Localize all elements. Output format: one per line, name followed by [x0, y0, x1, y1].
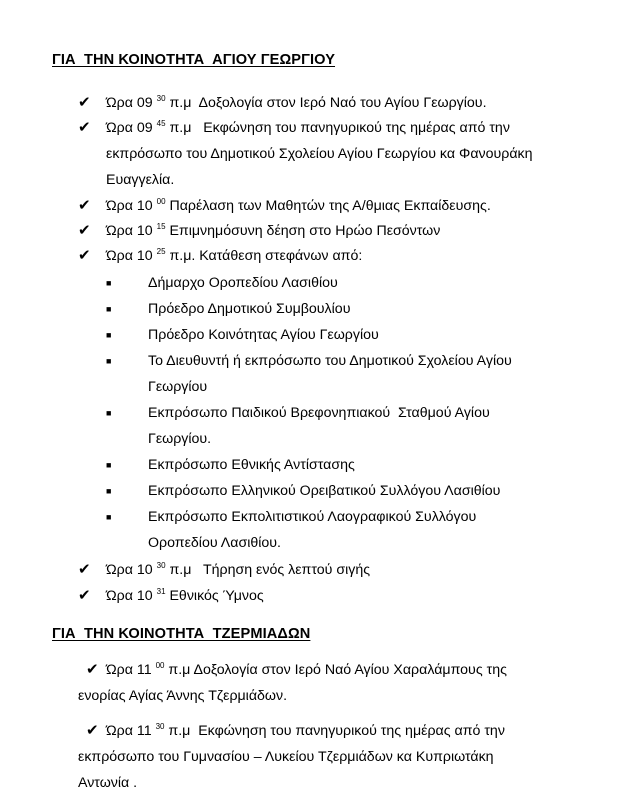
bullet-icon: ■ — [106, 486, 112, 496]
bullet-icon: ■ — [106, 278, 112, 288]
checkmark-icon: ✔ — [78, 587, 91, 604]
bullet-icon: ■ — [106, 356, 112, 366]
checkmark-icon: ✔ — [86, 661, 99, 678]
schedule-item-continuation: ενορίας Αγίας Άννης Τζερμιάδων. — [78, 688, 288, 704]
schedule-item: Ώρα 10 $^{00}$ Παρέλαση των Μαθητών της Α/θμιας Εκπαίδευσης. — [106, 197, 491, 214]
wreath-list-item: Το Διευθυντή ή εκπρόσωπο του Δημοτικού Σχολείου Αγίου — [148, 353, 512, 369]
schedule-item-continuation: Αντωνία . — [78, 775, 138, 791]
bullet-icon: ■ — [106, 330, 112, 340]
schedule-item: Ώρα 10 $^{25}$ π.μ. Κατάθεση στεφάνων από: — [106, 247, 363, 264]
schedule-item: Ώρα 11 $^{30}$ π.μ Εκφώνηση του πανηγυρικού της ημέρας από την — [106, 722, 505, 739]
wreath-list-item: Πρόεδρο Κοινότητας Αγίου Γεωργίου — [148, 327, 379, 343]
schedule-item-continuation: Ευαγγελία. — [106, 172, 175, 188]
checkmark-icon: ✔ — [86, 722, 99, 739]
checkmark-icon: ✔ — [78, 119, 91, 136]
wreath-list-item-continuation: Γεωργίου. — [148, 431, 212, 447]
section-heading-agios-georgios: ΓΙΑ ΤΗΝ ΚΟΙΝΟΤΗΤΑ ΑΓΙΟΥ ΓΕΩΡΓΙΟΥ — [52, 52, 336, 68]
bullet-icon: ■ — [106, 512, 112, 522]
wreath-list-item: Πρόεδρο Δημοτικού Συμβουλίου — [148, 301, 351, 317]
wreath-list-item-continuation: Οροπεδίου Λασιθίου. — [148, 535, 281, 551]
checkmark-icon: ✔ — [78, 561, 91, 578]
wreath-list-item: Εκπρόσωπο Παιδικού Βρεφονηπιακού Σταθμού Αγίου — [148, 405, 490, 421]
wreath-list-item: Εκπρόσωπο Ελληνικού Ορειβατικού Συλλόγου Λασιθίου — [148, 483, 501, 499]
checkmark-icon: ✔ — [78, 247, 91, 264]
schedule-item: Ώρα 09 $^{45}$ π.μ Εκφώνηση του πανηγυρικού της ημέρας από την — [106, 119, 510, 136]
wreath-list-item: Εκπρόσωπο Εκπολιτιστικού Λαογραφικού Συλλόγου — [148, 509, 477, 525]
wreath-list-item: Δήμαρχο Οροπεδίου Λασιθίου — [148, 275, 338, 291]
checkmark-icon: ✔ — [78, 197, 91, 214]
checkmark-icon: ✔ — [78, 94, 91, 111]
bullet-icon: ■ — [106, 304, 112, 314]
schedule-item: Ώρα 10 $^{30}$ π.μ Τήρηση ενός λεπτού σιγής — [106, 561, 371, 578]
checkmark-icon: ✔ — [78, 222, 91, 239]
schedule-item: Ώρα 10 $^{31}$ Εθνικός Ύμνος — [106, 587, 264, 604]
schedule-item: Ώρα 09 $^{30}$ π.μ Δοξολογία στον Ιερό Ναό του Αγίου Γεωργίου. — [106, 94, 487, 111]
schedule-item: Ώρα 11 $^{00}$ π.μ Δοξολογία στον Ιερό Ναό Αγίου Χαραλάμπους της — [106, 661, 507, 678]
bullet-icon: ■ — [106, 408, 112, 418]
schedule-item-continuation: εκπρόσωπο του Γυμνασίου – Λυκείου Τζερμιάδων κα Κυπριωτάκη — [78, 749, 494, 765]
schedule-item: Ώρα 10 $^{15}$ Επιμνημόσυνη δέηση στο Ηρώο Πεσόντων — [106, 222, 441, 239]
schedule-item-continuation: εκπρόσωπο του Δημοτικού Σχολείου Αγίου Γεωργίου κα Φανουράκη — [106, 146, 533, 162]
wreath-list-item-continuation: Γεωργίου — [148, 379, 208, 395]
bullet-icon: ■ — [106, 460, 112, 470]
section-heading-tzermiades: ΓΙΑ ΤΗΝ ΚΟΙΝΟΤΗΤΑ ΤΖΕΡΜΙΑΔΩΝ — [52, 626, 311, 642]
wreath-list-item: Εκπρόσωπο Εθνικής Αντίστασης — [148, 457, 355, 473]
